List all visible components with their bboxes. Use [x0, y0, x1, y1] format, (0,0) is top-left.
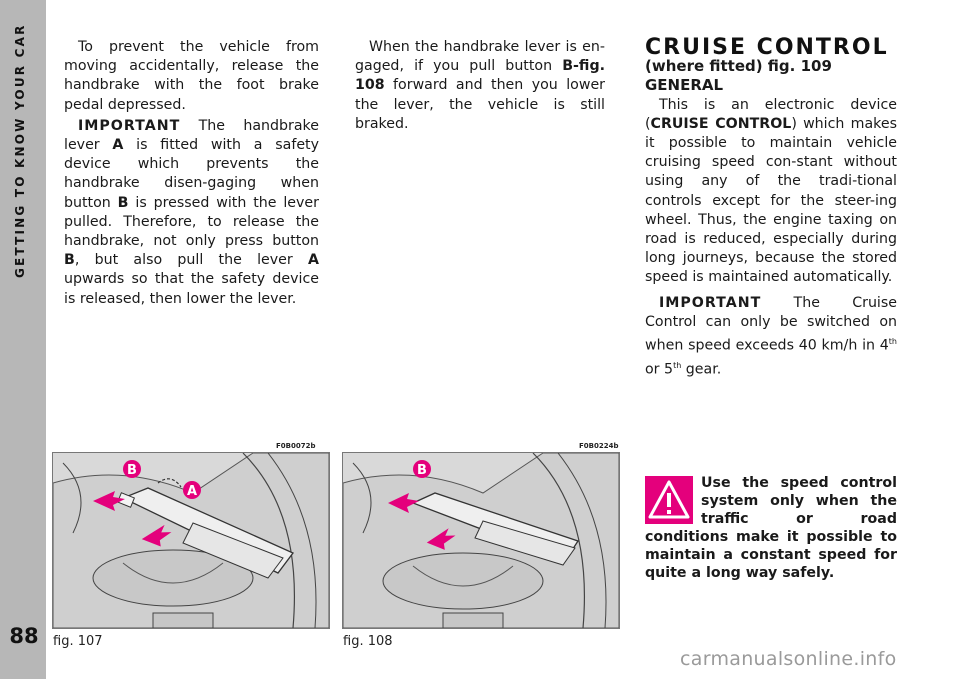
section-subheading: (where fitted) fig. 109: [645, 57, 832, 76]
cruise-control-term: CRUISE CONTROL: [650, 115, 792, 132]
label-b: B: [117, 194, 129, 211]
paragraph-description: [645, 96, 897, 288]
callout-b: B: [127, 463, 137, 478]
page-number: 88: [9, 624, 39, 648]
important-label: IMPORTANT: [78, 117, 181, 134]
figure-108-handbrake: [342, 452, 620, 629]
text: The Cruise Control can only be switched on when speed exceeds 40 km/h in 4: [645, 294, 897, 354]
figure-caption: fig. 107: [53, 634, 103, 649]
handbrake-illustration: [343, 453, 619, 628]
text: or 5: [645, 361, 674, 378]
ordinal-suffix: th: [888, 337, 897, 347]
text: When the handbrake lever is en-gaged, if you pull button: [355, 39, 605, 75]
text: is fitted with a safety device which prevents the handbrake disen-gaging when button: [64, 137, 320, 211]
sidebar-band: [0, 0, 46, 679]
warning-box: [645, 474, 897, 582]
text: is pressed with the lever pulled. Therefore, to release the handbrake, not only press button: [64, 194, 319, 250]
text: forward and then you lower the lever, the vehicle is still braked.: [355, 77, 605, 132]
paragraph-important-handbrake: [64, 117, 319, 309]
ordinal-suffix: th: [673, 360, 682, 370]
text: , but also pull the lever: [74, 252, 309, 269]
figure-107-handbrake: [52, 452, 330, 629]
general-heading: GENERAL: [645, 76, 724, 95]
handbrake-illustration: [53, 453, 329, 628]
label-a: A: [112, 137, 124, 154]
section-heading: CRUISE CONTROL: [645, 35, 889, 60]
label-a: A: [308, 252, 319, 269]
label-b: B: [64, 252, 75, 269]
text: upwards so that the safety device is released, then lower the lever.: [64, 271, 319, 307]
watermark: carmanualsonline.info: [680, 648, 897, 670]
text: The handbrake lever: [64, 117, 319, 154]
column-cruise-control: [645, 35, 897, 384]
paragraph-prevent-moving: [64, 38, 319, 115]
callout-a: A: [186, 484, 198, 499]
warning-text: Use the speed control system only when the traffic or road conditions make it possible to maintain a constant speed for quite a long way safely.: [645, 475, 897, 581]
column-handbrake-engaged: [355, 38, 605, 134]
figure-reference: B-fig. 108: [355, 58, 605, 94]
figure-caption: fig. 108: [343, 634, 393, 649]
warning-triangle-icon: [645, 476, 693, 524]
text: ) which makes it possible to maintain vehicle cruising speed con-stant without using any of the tradi-tional controls except for the steer-ing wheel. Thus, the engine taxing on road is reduced, especially during long journeys, because the stored speed is maintained automatically.: [645, 115, 897, 286]
important-label: IMPORTANT: [659, 294, 762, 311]
paragraph-lever-engaged: [355, 38, 605, 134]
text: To prevent the vehicle from moving accidentally, release the handbrake with the foot brake pedal depressed.: [64, 39, 319, 113]
callout-b: B: [417, 463, 427, 478]
column-handbrake-release: [64, 38, 319, 309]
figure-code: F0B0224b: [579, 442, 619, 450]
text: This is an electronic device (: [645, 96, 897, 132]
section-title: GETTING TO KNOW YOUR CAR: [13, 23, 27, 278]
figure-code: F0B0072b: [276, 442, 316, 450]
paragraph-important-speed: [645, 294, 897, 380]
text: gear.: [681, 361, 722, 378]
